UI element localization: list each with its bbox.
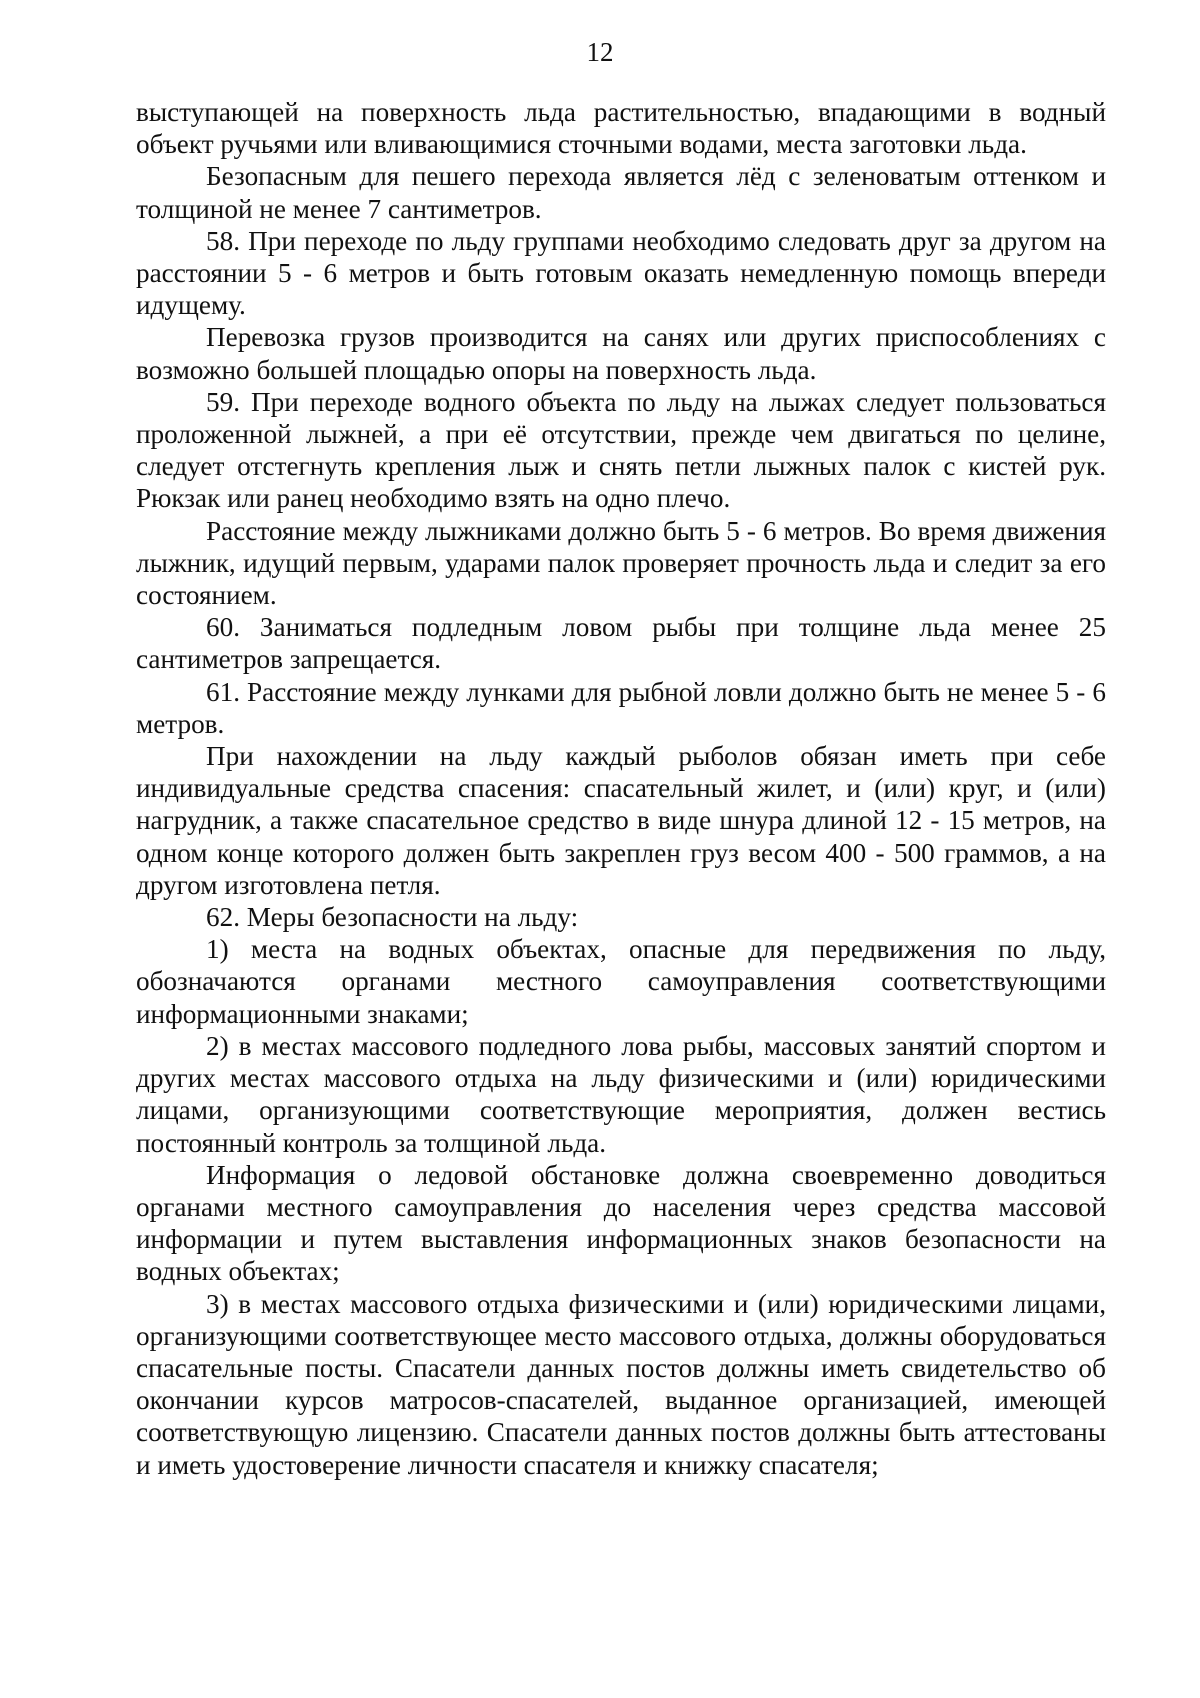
paragraph-62-item-1: 1) места на водных объектах, опасные для передвижения по льду, обозначаются органами местного самоуправления соответствующими информационными знаками; [136, 934, 1106, 1029]
paragraph-continuation: выступающей на поверхность льда растительностью, впадающими в водный объект ручьями или вливающимися сточными водами, места заготовки льда. [136, 97, 1106, 160]
paragraph-61: 61. Расстояние между лунками для рыбной ловли должно быть не менее 5 - 6 метров. [136, 676, 1106, 739]
paragraph-62: 62. Меры безопасности на льду: [206, 902, 579, 933]
paragraph-59: 59. При переходе водного объекта по льду на лыжах следует пользоваться проложенной лыжней, а при её отсутствии, прежде чем двигаться по целине, следует отстегнуть крепления лыж и снять петли лыжных палок с кистей рук. Рюкзак или ранец необходимо взять на одно плечо. [136, 386, 1106, 514]
paragraph-60: 60. Заниматься подледным ловом рыбы при толщине льда менее 25 сантиметров запрещается. [136, 612, 1106, 675]
paragraph-safe-ice: Безопасным для пешего перехода является лёд с зеленоватым оттенком и толщиной не менее 7 сантиметров. [136, 161, 1106, 224]
page-number: 12 [586, 37, 614, 67]
paragraph-fisher-equipment: При нахождении на льду каждый рыболов обязан иметь при себе индивидуальные средства спасения: спасательный жилет, и (или) круг, и (или) нагрудник, а также спасательное средство в виде шнура длиной 12 - 15 метров, на одном конце которого должен быть закреплен груз весом 400 - 500 граммов, а на другом изготовлена петля. [136, 741, 1106, 900]
paragraph-62-item-3: 3) в местах массового отдыха физическими и (или) юридическими лицами, организующими соответствующее место массового отдыха, должны оборудоваться спасательные посты. Спасатели данных постов должны иметь свидетельство об окончании курсов матросов-спасателей, выданное организацией, имеющей соответствующую лицензию. Спасатели данных постов должны быть аттестованы и иметь удостоверение личности спасателя и книжку спасателя; [136, 1288, 1106, 1480]
paragraph-cargo-transport: Перевозка грузов производится на санях или других приспособлениях с возможно большей площадью опоры на поверхность льда. [136, 322, 1106, 385]
paragraph-62-item-2: 2) в местах массового подледного лова рыбы, массовых занятий спортом и других местах массового отдыха на льду физическими и (или) юридическими лицами, организующими соответствующие мероприятия, должен вестись постоянный контроль за толщиной льда. [136, 1030, 1106, 1158]
paragraph-58: 58. При переходе по льду группами необходимо следовать друг за другом на расстоянии 5 - 6 метров и быть готовым оказать немедленную помощь впереди идущему. [136, 225, 1106, 321]
paragraph-ice-information: Информация о ледовой обстановке должна своевременно доводиться органами местного самоуправления до населения через средства массовой информации и путем выставления информационных знаков безопасности на водных объектах; [136, 1159, 1106, 1287]
document-body [136, 96, 1106, 1481]
paragraph-skier-distance: Расстояние между лыжниками должно быть 5 - 6 метров. Во время движения лыжник, идущий первым, ударами палок проверяет прочность льда и следит за его состоянием. [136, 515, 1106, 611]
